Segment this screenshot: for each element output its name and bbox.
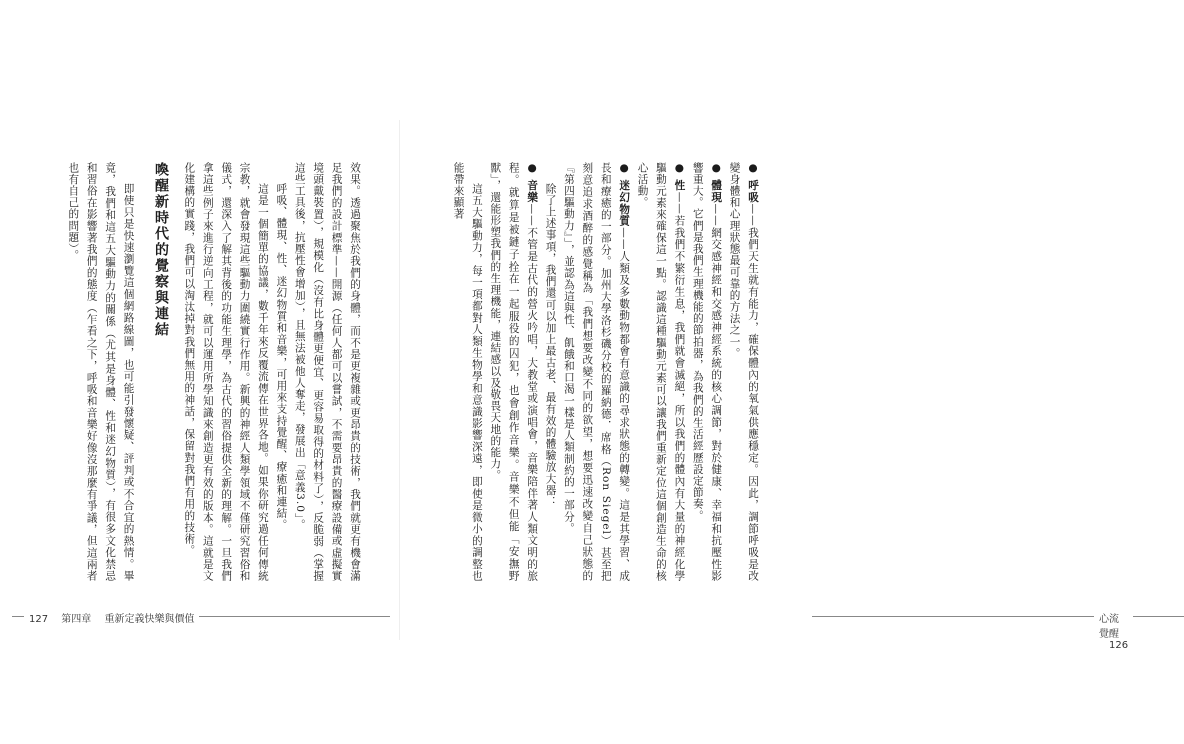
body-paragraph: 呼吸、體現、性、迷幻物質和音樂，可用來支持覺醒、療癒和連結。: [275, 183, 288, 532]
bullet-text: ——我們天生就有能力，確保體內的氧氣供應穩定。因此，調節呼吸是改變身體和心理狀態最可靠的方法之一。: [728, 162, 759, 582]
running-head: 重新定義快樂與價值: [104, 614, 195, 625]
body-paragraph: 即使只是快速瀏覽這個網路線圖，也可能引發懷疑、評判或不合宜的熱情。畢竟，我們和這五大驅動力的關係（尤其是身體、性和迷幻物質），有很多文化禁忌和習俗在影響著我們的態度（乍看之下，呼吸和音樂好像沒那麼有爭議，但這兩者也有自己的問題）。: [67, 162, 135, 582]
bullet-lead: 音樂: [526, 179, 539, 204]
bullet-item-breathing: ● 呼吸——我們天生就有能力，確保體內的氧氣供應穩定。因此，調節呼吸是改變身體和心理狀態最可靠的方法之一。: [728, 162, 759, 582]
bullet-item-music: ● 音樂——不管是古代的營火吟唱，大教堂或演唱會，音樂陪伴著人類文明的旅程。就算是被鏈子拴在一起服役的囚犯，也會創作音樂。音樂不但能「安撫野獸」，還能形塑我們的生理機能，連結感以及敬畏天地的能力。: [489, 162, 539, 582]
bullet-lead: 性: [673, 179, 686, 192]
page-number: 127: [29, 614, 49, 625]
right-page: [400, 0, 1129, 744]
right-page-body: [442, 162, 762, 582]
body-paragraph: 效果。透過聚焦於我們的身體，而不是更複雜或更昂貴的技術，我們就更有機會滿足我們的設計標準——開源（任何人都可以嘗試，不需要昂貴的醫療設備或虛擬實境頭戴裝置），規模化（沒有比身體更便宜、更容易取得的材料了），反脆弱（掌握這些工具後，抗壓性會增加），且無法被他人奪走，發展出「意義3.0」。: [293, 162, 361, 582]
bullet-lead: 體現: [710, 179, 723, 204]
bullet-text: ——人類及多數動物都會有意識的尋求狀態的轉變。這是其學習、成長和療癒的一部分。加州大學洛杉磯分校的羅納德．席格（Ron Siegel）甚至把刻意追求酒醉的感覺稱為「我們想要改變不同的欲望，想要迅速改變自己狀態的『第四驅動力』」，並認為這與性、飢餓和口渴一樣是人類制約的一部分。: [562, 162, 631, 582]
bullet-item-embodiment: ● 體現——網交感神經和交感神經系統的核心調節，對於健康、幸福和抗壓性影響重大。它們是我們生理機能的節拍器，為我們的生活經歷設定節奏。: [691, 162, 723, 582]
left-page: [0, 0, 400, 744]
bullet-text: ——不管是古代的營火吟唱，大教堂或演唱會，音樂陪伴著人類文明的旅程。就算是被鏈子拴在一起服役的囚犯，也會創作音樂。音樂不但能「安撫野獸」，還能形塑我們的生理機能，連結感以及敬畏天地的能力。: [489, 162, 539, 582]
running-head: 心流覺醒: [1099, 614, 1119, 640]
left-page-body: [58, 162, 364, 582]
bullet-item-psychedelics: ● 迷幻物質——人類及多數動物都會有意識的尋求狀態的轉變。這是其學習、成長和療癒的一部分。加州大學洛杉磯分校的羅納德．席格（Ron Siegel）甚至把刻意追求酒醉的感覺稱為「我們想要改變不同的欲望，想要迅速改變自己狀態的『第四驅動力』」，並認為這與性、飢餓和口渴一樣是人類制約的一部分。: [562, 162, 631, 582]
body-paragraph: 這五大驅動力，每一項都對人類生物學和意識影響深遠，即使是微小的調整也能帶來顯著: [452, 162, 483, 582]
bullet-item-sex: ● 性——若我們不繁衍生息，我們就會滅絕，所以我們的體內有大量的神經化學驅動元素來確保這一點。認識這種驅動元素可以讓我們重新定位這個創造生命的核心活動。: [636, 162, 686, 582]
page-number: 126: [1109, 640, 1129, 651]
chapter-label: 第四章: [61, 614, 92, 625]
body-paragraph: 這是一個簡單的協議，數千年來反覆流傳在世界各地。如果你研究過任何傳統宗教，就會發現這些驅動力圍繞實行作用。新興的神經人類學領域不僅研究習俗和儀式，還深入了解其背後的功能生理學，為古代的習俗提供全新的理解。一旦我們拿這些例子來進行逆向工程，就可以運用所學知識來創造更有效的版本。這就是文化建構的實踐，我們可以淘汰掉對我們無用的神話，保留對我們有用的技術。: [183, 162, 269, 582]
left-footer: [24, 610, 199, 625]
right-footer: [1094, 610, 1133, 651]
bullet-lead: 呼吸: [747, 179, 759, 204]
bullet-text: ——網交感神經和交感神經系統的核心調節，對於健康、幸福和抗壓性影響重大。它們是我們生理機能的節拍器，為我們的生活經歷設定節奏。: [691, 162, 723, 582]
bullet-lead: 迷幻物質: [618, 179, 631, 228]
section-title: 喚醒新時代的覺察與連結: [152, 162, 169, 338]
body-paragraph: 除了上述事項，我們還可以加上最古老、最有效的體驗放大器：: [544, 183, 557, 508]
bullet-text: ——若我們不繁衍生息，我們就會滅絕，所以我們的體內有大量的神經化學驅動元素來確保這一點。認識這種驅動元素可以讓我們重新定位這個創造生命的核心活動。: [636, 162, 686, 582]
